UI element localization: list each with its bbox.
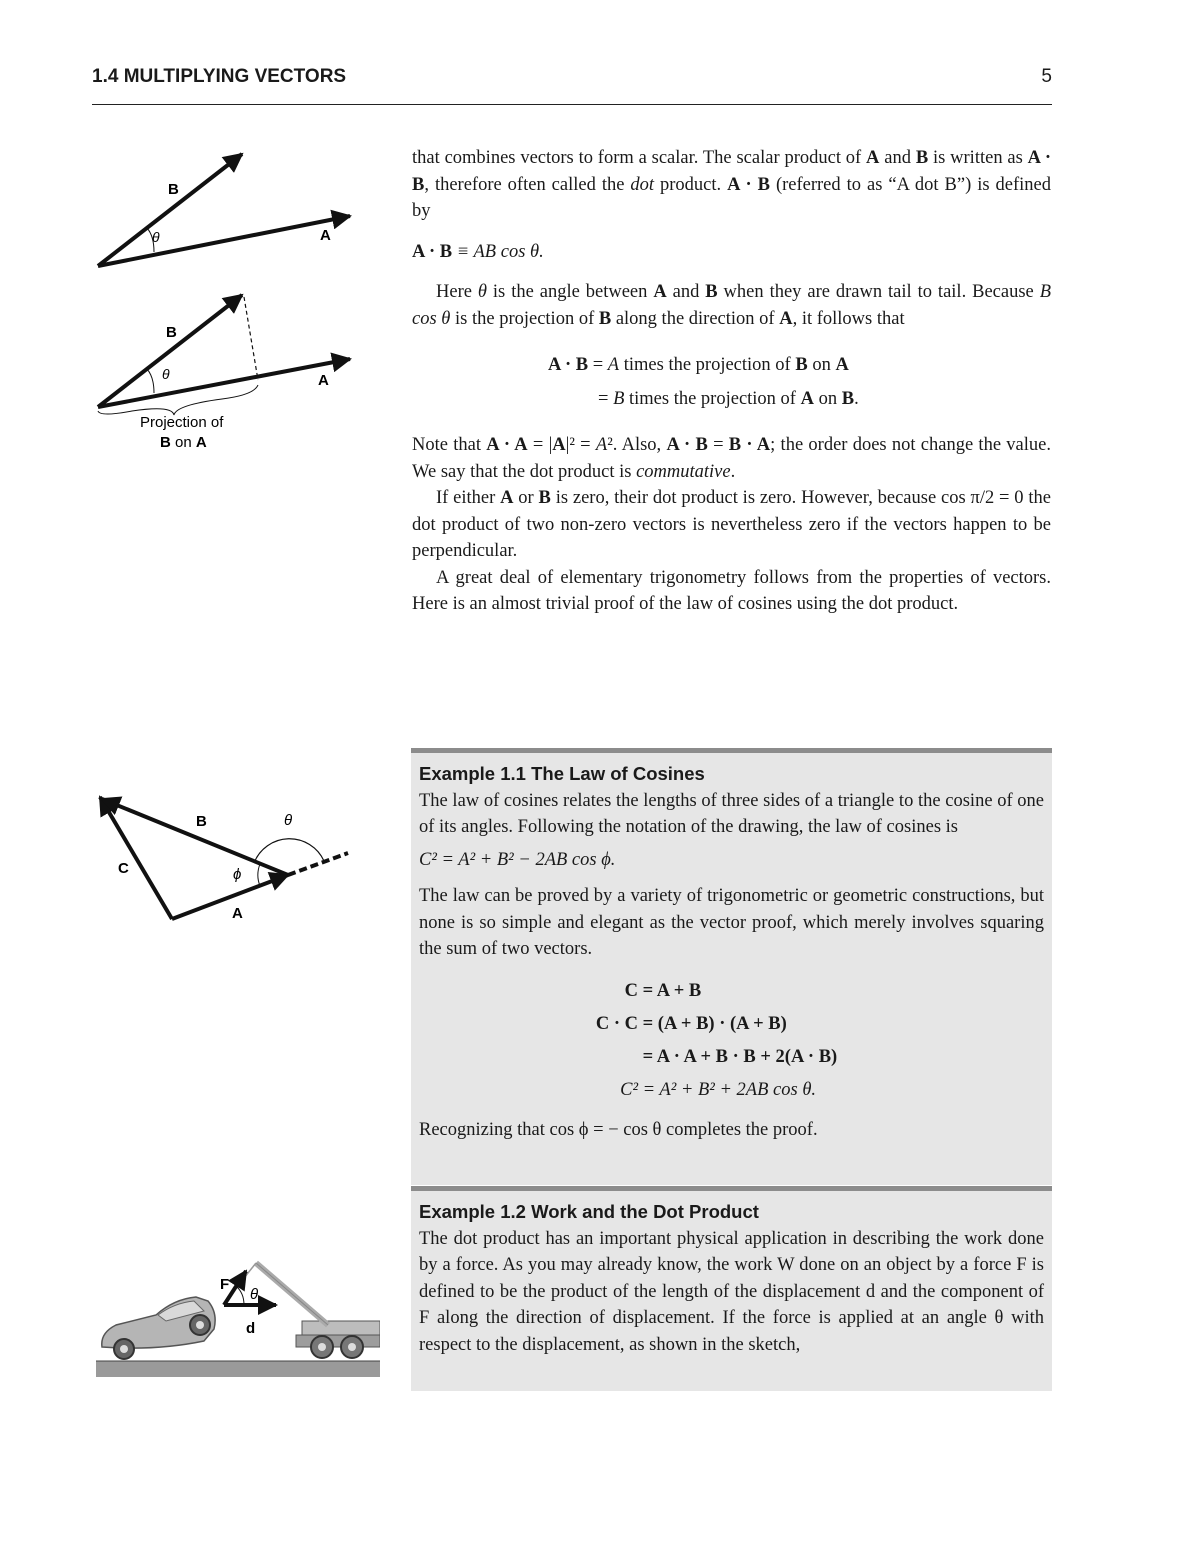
- paragraph-5: A great deal of elementary trigonometry follows from the properties of vectors. Here is an almost trivial proof of the law of cosines using the dot product.: [412, 567, 1051, 614]
- tow-truck-icon: [224, 1263, 380, 1358]
- page-number: 5: [1041, 66, 1052, 87]
- vector-a: [98, 216, 350, 266]
- example-1-1-equation: C² = A² + B² − 2AB cos ϕ.: [419, 849, 616, 870]
- label-f: F: [220, 1276, 230, 1293]
- example-1-1-box: [411, 748, 1052, 1185]
- example-1-2-text: The dot product has an important physical application in describing the work done by a force. As you may already know, the work W done on an object by a force F is defined to be the product of the length of the displacement d and the component of F along the direction of displacement. If the force is applied at an angle θ with respect to the displacement, as shown in the sketch,: [419, 1228, 1044, 1355]
- example-1-1-conclusion: Recognizing that cos ϕ = − cos θ completes the proof.: [419, 1119, 818, 1140]
- figure-projection: [92, 285, 362, 460]
- section-title: 1.4 MULTIPLYING VECTORS: [92, 66, 347, 87]
- caption-line2: B on A: [160, 434, 207, 451]
- equation-projection: [412, 348, 1051, 416]
- label-a: A: [320, 227, 331, 244]
- label-d: d: [246, 1320, 256, 1337]
- running-header: [92, 64, 1052, 105]
- label-b: B: [196, 813, 207, 830]
- equation-projection-line1: A · B = A times the projection of B on A: [548, 355, 849, 375]
- example-1-1-title: Example 1.1 The Law of Cosines: [419, 763, 705, 784]
- vector-b: [98, 295, 242, 407]
- caption-line1: Projection of: [140, 414, 224, 431]
- paragraph-2: Here θ is the angle between A and B when they are drawn tail to tail. Because B cos θ is the projection of B along the direction of A, it follows that: [412, 282, 1052, 329]
- example-1-1-intro: The law of cosines relates the lengths of three sides of a triangle to the cosine of one of its angles. Following the notation of the drawing, the law of cosines is: [419, 790, 1044, 837]
- angle-arc: [236, 1286, 244, 1305]
- angle-phi-arc: [258, 864, 260, 886]
- extension-dashed-line: [288, 853, 348, 875]
- label-c: C: [118, 860, 129, 877]
- angle-arc: [147, 369, 154, 393]
- equation-dot-definition: A · B ≡ AB cos θ.: [412, 241, 544, 262]
- example-1-1-derivation: [419, 975, 1044, 1107]
- angle-theta-arc: [254, 839, 324, 863]
- label-theta: θ: [284, 812, 293, 829]
- figure-tow-truck: [96, 1255, 380, 1380]
- label-a: A: [232, 905, 243, 922]
- example-1-2-title: Example 1.2 Work and the Dot Product: [419, 1201, 759, 1222]
- label-theta: θ: [250, 1286, 259, 1303]
- derivation-line-1: C = A + B: [624, 980, 702, 1001]
- label-a: A: [318, 372, 329, 389]
- vector-a: [172, 875, 288, 919]
- vector-a: [98, 359, 350, 407]
- vector-b: [102, 799, 288, 875]
- projection-dashed-line: [244, 297, 258, 380]
- label-theta: θ: [162, 366, 170, 382]
- main-text: [412, 145, 1051, 618]
- vector-c: [100, 797, 172, 919]
- car-icon: [102, 1297, 215, 1359]
- figure-triangle: [92, 785, 362, 930]
- example-1-1-text: The law can be proved by a variety of trigonometric or geometric constructions, but none is so simple and elegant as the vector proof, which merely involves squaring the sum of two vectors.: [419, 886, 1044, 959]
- paragraph-3: Note that A · A = |A|² = A². Also, A · B = B · A; the order does not change the value. We say that the dot product is commutative.: [412, 435, 1051, 482]
- derivation-line-4: C² = A² + B² + 2AB cos θ.: [620, 1079, 817, 1100]
- label-theta: θ: [152, 229, 160, 245]
- derivation-line-2: C · C = (A + B) · (A + B): [595, 1013, 787, 1034]
- derivation-line-3: = A · A + B · B + 2(A · B): [642, 1046, 838, 1067]
- example-1-2-box: [411, 1186, 1052, 1391]
- equation-projection-line2: = B times the projection of A on B.: [598, 389, 859, 409]
- paragraph-4: If either A or B is zero, their dot product is zero. However, because cos π/2 = 0 the dot product of two non-zero vectors is nevertheless zero if the vectors happen to be perpendicular.: [412, 488, 1051, 561]
- label-phi: ϕ: [233, 866, 242, 883]
- label-b: B: [166, 324, 177, 341]
- paragraph-1: that combines vectors to form a scalar. The scalar product of A and B is written as A · B, therefore often called the dot product. A · B (referred to as “A dot B”) is defined by: [412, 148, 1052, 221]
- vector-b: [98, 154, 242, 266]
- ground: [96, 1361, 380, 1377]
- figure-vectors-ab: [92, 140, 362, 275]
- label-b: B: [168, 181, 179, 198]
